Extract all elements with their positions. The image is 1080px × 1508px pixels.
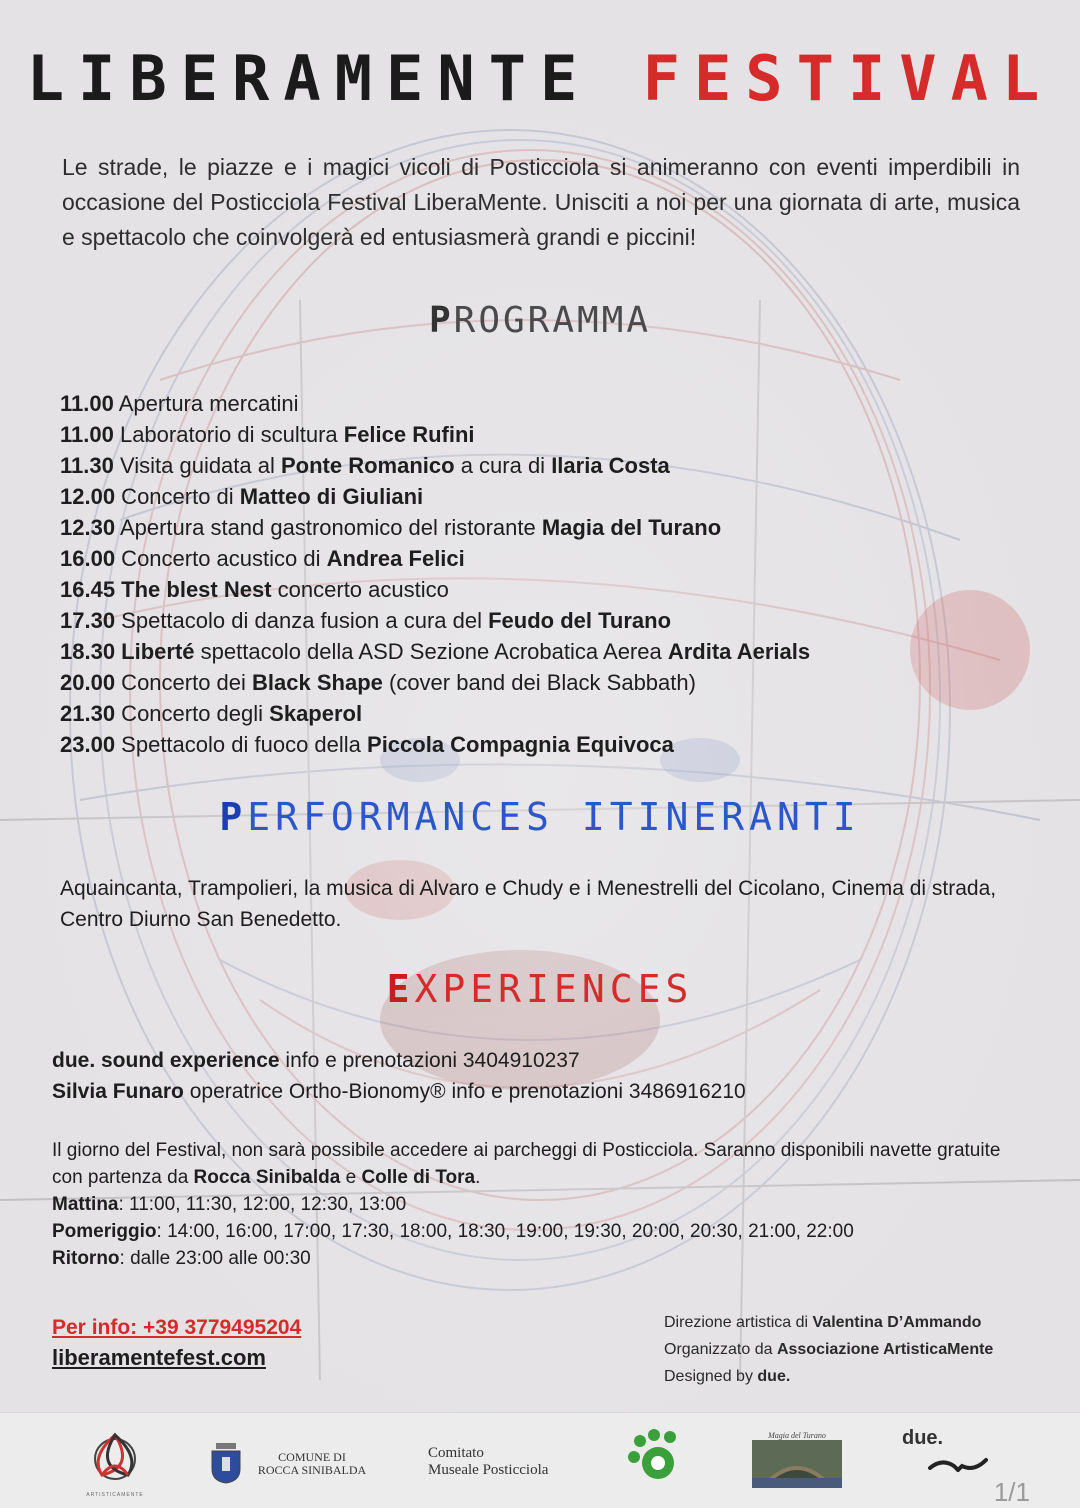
website-link[interactable]: liberamentefest.com [52, 1345, 266, 1370]
sponsor-footer [0, 1412, 1080, 1508]
credit-organizzato: Organizzato da Associazione ArtisticaMente [664, 1341, 994, 1358]
comune-rocca-sinibalda-logo: COMUNE DI ROCCA SINIBALDA [208, 1441, 378, 1491]
festival-title [0, 44, 1080, 114]
shuttle-ritorno: Ritorno: dalle 23:00 alle 00:30 [52, 1248, 311, 1269]
schedule-item: 23.00 Spettacolo di fuoco della Piccola Compagnia Equivoca [60, 732, 674, 757]
experience-item: due. sound experience info e prenotazioni 3404910237 [52, 1049, 580, 1072]
experiences-list [52, 1045, 1032, 1107]
comitato-museale-logo: Comitato Museale Posticciola [428, 1445, 549, 1478]
schedule-item: 12.30 Apertura stand gastronomico del ristorante Magia del Turano [60, 515, 722, 540]
schedule-item: 16.00 Concerto acustico di Andrea Felici [60, 546, 465, 571]
riserva-naturale-logo [624, 1427, 694, 1501]
pawprint-icon [624, 1427, 694, 1501]
shuttle-notes [52, 1137, 1027, 1272]
artisticamente-logo: ARTISTICAMENTE [80, 1427, 150, 1499]
shuttle-mattina: Mattina: 11:00, 11:30, 12:00, 12:30, 13:00 [52, 1194, 407, 1215]
credit-direzione: Direzione artistica di Valentina D’Ammando [664, 1314, 982, 1331]
coat-of-arms-icon [208, 1441, 244, 1485]
experience-item: Silvia Funaro operatrice Ortho-Bionomy® info e prenotazioni 3486916210 [52, 1080, 746, 1103]
schedule-item: 16.45 The blest Nest concerto acustico [60, 577, 449, 602]
contact-block [52, 1313, 301, 1373]
schedule-item: 18.30 Liberté spettacolo della ASD Sezione Acrobatica Aerea Ardita Aerials [60, 639, 811, 664]
intro-paragraph: Le strade, le piazze e i magici vicoli di Posticciola si animeranno con eventi imperdibili in occasione del Posticciola Festival LiberaMente. Unisciti a noi per una giornata di arte, musica e spettacolo che coinvolgerà ed entusiasmerà grandi e piccini! [62, 154, 1020, 250]
programma-heading: PROGRAMMA [428, 300, 652, 341]
schedule-item: 17.30 Spettacolo di danza fusion a cura del Feudo del Turano [60, 608, 672, 633]
experiences-heading: EXPERIENCES [386, 967, 694, 1011]
title-part-festival: FESTIVAL [642, 42, 1054, 115]
shuttle-pomeriggio: Pomeriggio: 14:00, 16:00, 17:00, 17:30, 18:00, 18:30, 19:00, 19:30, 20:00, 20:30, 21:00, 22:00 [52, 1221, 854, 1242]
title-part-liberamente: LIBERAMENTE [26, 42, 592, 115]
parking-note: Il giorno del Festival, non sarà possibile accedere ai parcheggi di Posticciola. Saranno disponibili navette gratuite con partenza da Rocca Sinibalda e Colle di Tora. [52, 1140, 1001, 1188]
page-number: 1/1 [993, 1477, 1030, 1507]
performances-heading: PERFORMANCES ITINERANTI [219, 795, 861, 839]
triquetra-icon [80, 1427, 150, 1487]
due-logo: due. [902, 1427, 992, 1487]
info-phone-link[interactable]: Per info: +39 3779495204 [52, 1316, 302, 1339]
schedule-item: 20.00 Concerto dei Black Shape (cover band dei Black Sabbath) [60, 670, 696, 695]
schedule-item: 11.00 Laboratorio di scultura Felice Rufini [60, 422, 475, 447]
bridge-photo-icon [752, 1440, 842, 1488]
credit-designed: Designed by due. [664, 1368, 791, 1385]
credits-block [664, 1309, 1064, 1390]
magia-del-turano-logo: Magia del Turano [752, 1431, 842, 1493]
schedule-item: 12.00 Concerto di Matteo di Giuliani [60, 484, 424, 509]
program-schedule [60, 388, 1020, 760]
schedule-item: 21.30 Concerto degli Skaperol [60, 701, 363, 726]
hands-icon [928, 1450, 988, 1480]
schedule-item: 11.30 Visita guidata al Ponte Romanico a cura di Ilaria Costa [60, 453, 670, 478]
performances-list: Aquaincanta, Trampolieri, la musica di Alvaro e Chudy e i Menestrelli del Cicolano, Cinema di strada, Centro Diurno San Benedetto. [60, 877, 997, 931]
schedule-item: 11.00 Apertura mercatini [60, 391, 299, 416]
